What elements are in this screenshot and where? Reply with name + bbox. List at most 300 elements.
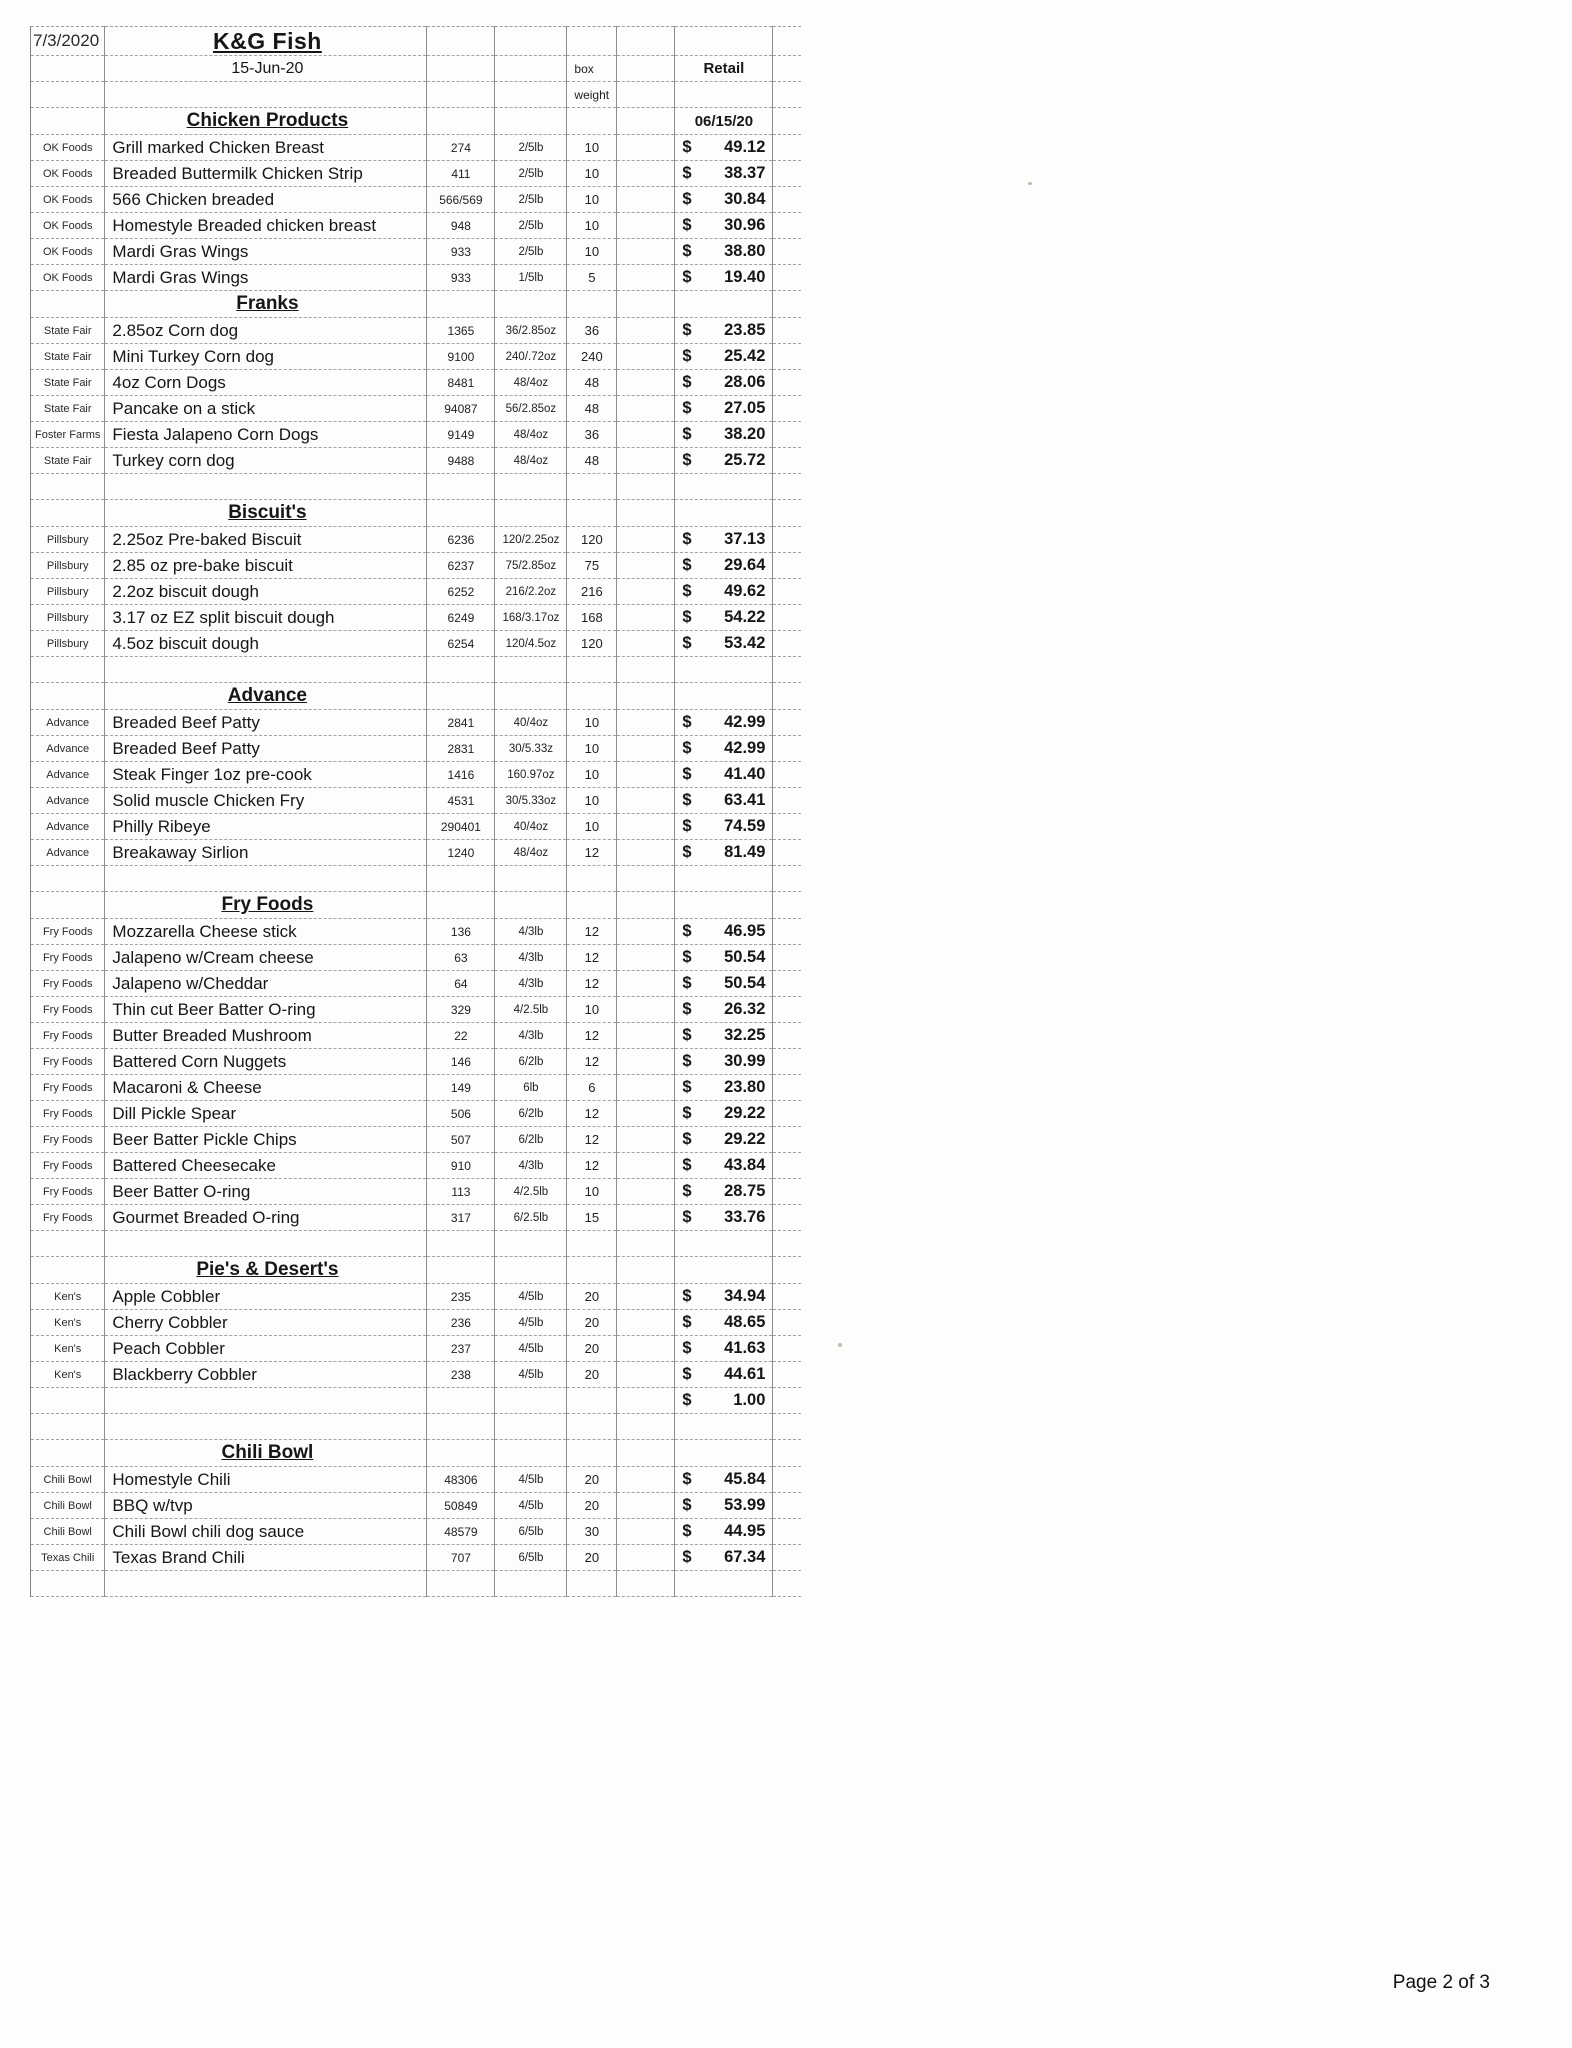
item-row [31, 1179, 801, 1205]
dollar-sign: $ [682, 216, 692, 234]
price-amount: 43.84 [724, 1156, 766, 1174]
item-number-cell: 235 [427, 1284, 495, 1310]
brand-cell: OK Foods [31, 135, 105, 161]
item-number-cell: 48306 [427, 1467, 495, 1493]
item-number-cell: 2841 [427, 710, 495, 736]
brand-cell: Chili Bowl [31, 1493, 105, 1519]
product-name-cell: Mardi Gras Wings [105, 239, 427, 265]
item-number-cell: 113 [427, 1179, 495, 1205]
section-title: Pie's & Desert's [196, 1259, 339, 1280]
section-title: Chili Bowl [221, 1442, 314, 1463]
product-name-cell: Grill marked Chicken Breast [105, 135, 427, 161]
empty-cell [105, 866, 427, 892]
pack-size-cell: 2/5lb [495, 135, 567, 161]
empty-cell [567, 1440, 617, 1467]
retail-price-cell [675, 187, 773, 213]
empty-cell [495, 1414, 567, 1440]
empty-cell [773, 840, 801, 866]
retail-price-cell [675, 1284, 773, 1310]
box-weight-cell: 216 [567, 579, 617, 605]
retail-price-cell [675, 1388, 773, 1414]
retail-price-cell [675, 344, 773, 370]
price-amount: 23.80 [724, 1078, 766, 1096]
empty-cell [773, 291, 801, 318]
product-name-cell: Thin cut Beer Batter O-ring [105, 997, 427, 1023]
pack-size-cell: 6/2lb [495, 1101, 567, 1127]
dollar-sign: $ [682, 190, 692, 208]
section-header-row [31, 683, 801, 710]
empty-cell [617, 370, 675, 396]
item-row [31, 762, 801, 788]
item-row [31, 631, 801, 657]
retail-price-cell [675, 1519, 773, 1545]
price-amount: 74.59 [724, 817, 766, 835]
retail-price-cell [675, 1467, 773, 1493]
empty-cell [31, 683, 105, 710]
empty-cell [427, 108, 495, 135]
empty-cell [773, 1467, 801, 1493]
section-title-cell [105, 683, 427, 710]
retail-price-cell [675, 396, 773, 422]
price-amount: 42.99 [724, 713, 766, 731]
empty-cell [427, 866, 495, 892]
box-weight-cell: 12 [567, 971, 617, 997]
product-name-cell: Breaded Beef Patty [105, 710, 427, 736]
pack-size-cell: 4/5lb [495, 1284, 567, 1310]
dollar-sign: $ [682, 164, 692, 182]
product-name-cell: Homestyle Breaded chicken breast [105, 213, 427, 239]
empty-cell [773, 1388, 801, 1414]
item-number-cell: 63 [427, 945, 495, 971]
price-amount: 42.99 [724, 739, 766, 757]
empty-cell [617, 213, 675, 239]
product-name-cell: 566 Chicken breaded [105, 187, 427, 213]
item-number-cell: 149 [427, 1075, 495, 1101]
empty-cell [31, 657, 105, 683]
empty-cell [773, 1440, 801, 1467]
empty-cell [31, 291, 105, 318]
retail-price-cell [675, 579, 773, 605]
empty-cell [427, 1414, 495, 1440]
box-weight-cell: 12 [567, 1127, 617, 1153]
item-number-cell: 290401 [427, 814, 495, 840]
pack-size-cell: 4/5lb [495, 1310, 567, 1336]
brand-cell: Pillsbury [31, 631, 105, 657]
item-number-cell: 4531 [427, 788, 495, 814]
empty-cell [773, 1493, 801, 1519]
product-name-cell: 2.2oz biscuit dough [105, 579, 427, 605]
section-header-row [31, 108, 801, 135]
price-sheet-table [30, 26, 801, 1597]
empty-cell [773, 187, 801, 213]
empty-cell [427, 1571, 495, 1597]
section-title-cell [105, 108, 427, 135]
dollar-sign: $ [682, 268, 692, 286]
empty-cell [617, 1310, 675, 1336]
product-name-cell: Breakaway Sirlion [105, 840, 427, 866]
retail-date-cell [675, 1257, 773, 1284]
dollar-sign: $ [682, 1078, 692, 1096]
box-weight-cell: 120 [567, 527, 617, 553]
price-amount: 46.95 [724, 922, 766, 940]
empty-cell [617, 657, 675, 683]
item-number-cell: 507 [427, 1127, 495, 1153]
price-amount: 33.76 [724, 1208, 766, 1226]
item-row [31, 1127, 801, 1153]
retail-price-cell [675, 370, 773, 396]
section-title-cell [105, 892, 427, 919]
retail-price-cell [675, 239, 773, 265]
box-weight-cell: 10 [567, 788, 617, 814]
box-weight-cell: 30 [567, 1519, 617, 1545]
item-row [31, 422, 801, 448]
item-number-cell: 50849 [427, 1493, 495, 1519]
pack-size-cell: 48/4oz [495, 370, 567, 396]
item-row [31, 971, 801, 997]
price-amount: 29.22 [724, 1104, 766, 1122]
retail-price-cell [675, 997, 773, 1023]
empty-cell [675, 82, 773, 108]
item-row [31, 1153, 801, 1179]
product-name-cell: Breaded Beef Patty [105, 736, 427, 762]
empty-cell [31, 1414, 105, 1440]
empty-cell [617, 422, 675, 448]
empty-cell [617, 1153, 675, 1179]
empty-cell [105, 82, 427, 108]
empty-cell [773, 579, 801, 605]
box-weight-cell: 20 [567, 1362, 617, 1388]
price-amount: 29.64 [724, 556, 766, 574]
box-weight-cell: 12 [567, 1023, 617, 1049]
empty-cell [617, 1493, 675, 1519]
empty-cell [617, 919, 675, 945]
price-amount: 45.84 [724, 1470, 766, 1488]
dollar-sign: $ [682, 843, 692, 861]
dollar-sign: $ [682, 321, 692, 339]
box-weight-cell: 48 [567, 370, 617, 396]
empty-cell [567, 1231, 617, 1257]
empty-cell [617, 997, 675, 1023]
dollar-sign: $ [682, 425, 692, 443]
empty-cell [773, 527, 801, 553]
retail-price-cell [675, 762, 773, 788]
empty-cell [773, 814, 801, 840]
price-amount: 1.00 [733, 1391, 766, 1409]
empty-cell [567, 657, 617, 683]
pack-size-cell: 30/5.33oz [495, 788, 567, 814]
retail-price-cell [675, 605, 773, 631]
retail-price-cell [675, 1075, 773, 1101]
empty-cell [31, 474, 105, 500]
price-amount: 44.95 [724, 1522, 766, 1540]
item-number-cell: 6254 [427, 631, 495, 657]
empty-cell [617, 1545, 675, 1571]
retail-price-cell [675, 814, 773, 840]
retail-price-cell [675, 945, 773, 971]
empty-cell [617, 1257, 675, 1284]
brand-cell: OK Foods [31, 213, 105, 239]
retail-price-cell [675, 1153, 773, 1179]
dollar-sign: $ [682, 1156, 692, 1174]
empty-cell [495, 56, 567, 82]
box-weight-cell: 10 [567, 736, 617, 762]
pack-size-cell: 4/5lb [495, 1362, 567, 1388]
box-weight-cell: 10 [567, 187, 617, 213]
item-number-cell: 6252 [427, 579, 495, 605]
product-name-cell: 4.5oz biscuit dough [105, 631, 427, 657]
pack-size-cell: 4/3lb [495, 945, 567, 971]
empty-cell [773, 1519, 801, 1545]
dollar-sign: $ [682, 1339, 692, 1357]
item-row [31, 1467, 801, 1493]
dollar-sign: $ [682, 765, 692, 783]
price-amount: 53.42 [724, 634, 766, 652]
empty-cell [105, 1231, 427, 1257]
product-name-cell: Peach Cobbler [105, 1336, 427, 1362]
empty-cell [567, 27, 617, 56]
brand-cell: Advance [31, 710, 105, 736]
pack-size-cell: 4/2.5lb [495, 1179, 567, 1205]
item-row [31, 736, 801, 762]
item-number-cell: 566/569 [427, 187, 495, 213]
product-name-cell: Beer Batter O-ring [105, 1179, 427, 1205]
price-amount: 38.37 [724, 164, 766, 182]
item-row [31, 135, 801, 161]
price-amount: 44.61 [724, 1365, 766, 1383]
empty-cell [617, 605, 675, 631]
empty-cell [617, 553, 675, 579]
retail-date-cell [675, 892, 773, 919]
price-amount: 41.63 [724, 1339, 766, 1357]
dollar-sign: $ [682, 530, 692, 548]
item-row [31, 1205, 801, 1231]
product-name-cell: Jalapeno w/Cream cheese [105, 945, 427, 971]
empty-cell [773, 239, 801, 265]
item-row [31, 840, 801, 866]
box-weight-cell: 20 [567, 1545, 617, 1571]
pack-size-cell: 216/2.2oz [495, 579, 567, 605]
list-date-row [31, 56, 801, 82]
price-amount: 30.99 [724, 1052, 766, 1070]
product-name-cell: Texas Brand Chili [105, 1545, 427, 1571]
item-number-cell: 9100 [427, 344, 495, 370]
brand-cell: Foster Farms [31, 422, 105, 448]
weight-column-header: weight [567, 82, 617, 108]
item-row [31, 919, 801, 945]
empty-cell [495, 892, 567, 919]
item-row [31, 997, 801, 1023]
retail-price-cell [675, 710, 773, 736]
box-weight-cell: 20 [567, 1493, 617, 1519]
empty-cell [617, 788, 675, 814]
empty-cell [773, 265, 801, 291]
empty-cell [773, 1101, 801, 1127]
empty-cell [567, 474, 617, 500]
dollar-sign: $ [682, 138, 692, 156]
retail-price-cell [675, 631, 773, 657]
price-amount: 32.25 [724, 1026, 766, 1044]
box-weight-cell: 20 [567, 1336, 617, 1362]
box-weight-cell [567, 1388, 617, 1414]
retail-price-cell [675, 788, 773, 814]
pack-size-cell: 160.97oz [495, 762, 567, 788]
empty-cell [617, 1075, 675, 1101]
empty-cell [617, 135, 675, 161]
pack-size-cell: 48/4oz [495, 840, 567, 866]
empty-cell [427, 56, 495, 82]
empty-cell [617, 762, 675, 788]
item-number-cell: 411 [427, 161, 495, 187]
empty-cell [617, 1127, 675, 1153]
blank-row [31, 866, 801, 892]
empty-cell [31, 82, 105, 108]
brand-cell: State Fair [31, 344, 105, 370]
item-row [31, 1388, 801, 1414]
item-row [31, 1049, 801, 1075]
section-title: Fry Foods [221, 894, 314, 915]
empty-cell [617, 814, 675, 840]
retail-price-cell [675, 135, 773, 161]
item-number-cell: 933 [427, 265, 495, 291]
empty-cell [617, 631, 675, 657]
empty-cell [773, 1362, 801, 1388]
pack-size-cell: 75/2.85oz [495, 553, 567, 579]
item-row [31, 265, 801, 291]
empty-cell [495, 1257, 567, 1284]
price-amount: 49.62 [724, 582, 766, 600]
product-name-cell: Chili Bowl chili dog sauce [105, 1519, 427, 1545]
section-header-row [31, 291, 801, 318]
empty-cell [495, 82, 567, 108]
price-amount: 54.22 [724, 608, 766, 626]
empty-cell [617, 1101, 675, 1127]
item-row [31, 1493, 801, 1519]
empty-cell [773, 1179, 801, 1205]
dollar-sign: $ [682, 922, 692, 940]
empty-cell [427, 892, 495, 919]
retail-price-cell [675, 1179, 773, 1205]
empty-cell [427, 474, 495, 500]
empty-cell [567, 1257, 617, 1284]
pack-size-cell: 48/4oz [495, 422, 567, 448]
retail-date-cell [675, 291, 773, 318]
box-weight-cell: 12 [567, 1153, 617, 1179]
retail-date-cell: 06/15/20 [675, 108, 773, 135]
price-amount: 81.49 [724, 843, 766, 861]
item-row [31, 344, 801, 370]
brand-cell: Fry Foods [31, 1127, 105, 1153]
brand-cell: Texas Chili [31, 1545, 105, 1571]
list-date: 15-Jun-20 [105, 56, 427, 82]
price-amount: 30.84 [724, 190, 766, 208]
empty-cell [773, 56, 801, 82]
empty-cell [617, 1336, 675, 1362]
box-weight-cell: 10 [567, 239, 617, 265]
empty-cell [617, 1205, 675, 1231]
item-row [31, 1545, 801, 1571]
empty-cell [773, 1571, 801, 1597]
empty-cell [105, 657, 427, 683]
company-title-text: K&G Fish [213, 27, 322, 54]
empty-cell [617, 239, 675, 265]
pack-size-cell: 2/5lb [495, 187, 567, 213]
empty-cell [617, 1023, 675, 1049]
empty-cell [31, 1571, 105, 1597]
empty-cell [675, 474, 773, 500]
empty-cell [617, 187, 675, 213]
pack-size-cell: 48/4oz [495, 448, 567, 474]
item-row [31, 579, 801, 605]
scan-date: 7/3/2020 [31, 27, 105, 56]
box-weight-cell: 12 [567, 919, 617, 945]
section-header-row [31, 1440, 801, 1467]
retail-price-cell [675, 1545, 773, 1571]
empty-cell [567, 500, 617, 527]
empty-cell [773, 500, 801, 527]
retail-price-cell [675, 161, 773, 187]
item-row [31, 370, 801, 396]
empty-cell [675, 1231, 773, 1257]
item-row [31, 553, 801, 579]
retail-price-cell [675, 919, 773, 945]
pack-size-cell: 2/5lb [495, 161, 567, 187]
product-name-cell [105, 1388, 427, 1414]
brand-cell: OK Foods [31, 239, 105, 265]
empty-cell [773, 108, 801, 135]
item-row [31, 605, 801, 631]
brand-cell: Fry Foods [31, 1179, 105, 1205]
brand-cell: Fry Foods [31, 1023, 105, 1049]
empty-cell [773, 683, 801, 710]
empty-cell [427, 683, 495, 710]
dollar-sign: $ [682, 1548, 692, 1566]
dollar-sign: $ [682, 373, 692, 391]
product-name-cell: Homestyle Chili [105, 1467, 427, 1493]
product-name-cell: 3.17 oz EZ split biscuit dough [105, 605, 427, 631]
empty-cell [773, 1284, 801, 1310]
box-weight-cell: 10 [567, 161, 617, 187]
empty-cell [773, 1075, 801, 1101]
empty-cell [31, 108, 105, 135]
item-number-cell [427, 1388, 495, 1414]
item-number-cell: 2831 [427, 736, 495, 762]
box-weight-cell: 10 [567, 762, 617, 788]
box-weight-cell: 240 [567, 344, 617, 370]
blank-row [31, 657, 801, 683]
empty-cell [773, 1205, 801, 1231]
blank-row [31, 474, 801, 500]
brand-cell: Fry Foods [31, 971, 105, 997]
empty-cell [31, 892, 105, 919]
item-row [31, 1336, 801, 1362]
brand-cell: Advance [31, 788, 105, 814]
product-name-cell: Dill Pickle Spear [105, 1101, 427, 1127]
empty-cell [773, 1310, 801, 1336]
title-row [31, 27, 801, 56]
brand-cell: Fry Foods [31, 1205, 105, 1231]
retail-price-cell [675, 1049, 773, 1075]
brand-cell: Fry Foods [31, 1101, 105, 1127]
empty-cell [495, 474, 567, 500]
empty-cell [617, 448, 675, 474]
item-number-cell: 64 [427, 971, 495, 997]
empty-cell [675, 866, 773, 892]
box-weight-cell: 10 [567, 814, 617, 840]
empty-cell [427, 82, 495, 108]
brand-cell: State Fair [31, 448, 105, 474]
empty-cell [617, 683, 675, 710]
price-amount: 34.94 [724, 1287, 766, 1305]
